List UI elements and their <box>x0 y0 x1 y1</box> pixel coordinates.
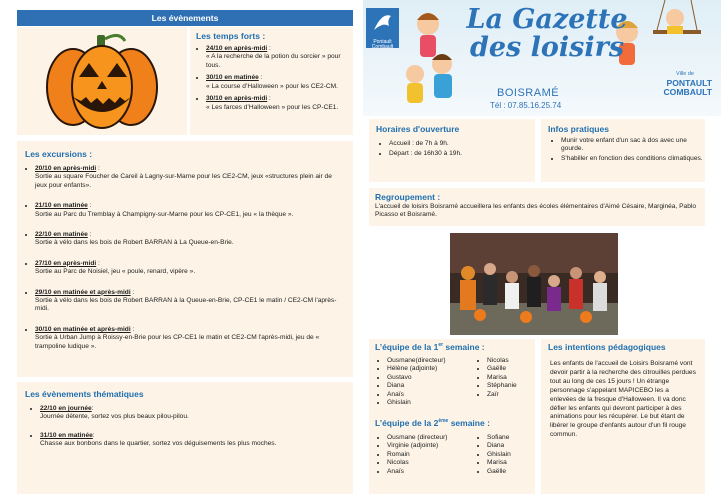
horaires-title: Horaires d'ouverture <box>376 124 460 134</box>
temps-forts-panel <box>190 27 353 135</box>
sep: : <box>258 74 263 82</box>
equipe1-col2 <box>475 357 545 399</box>
list-item <box>35 260 341 277</box>
list-item <box>35 202 341 219</box>
list-item <box>206 95 354 112</box>
date: 31/10 en matinée <box>40 431 93 439</box>
regroupement-panel <box>369 188 705 226</box>
city-logo-text: Pontault Combault <box>371 39 394 50</box>
list-item: • Virginie (adjointe) <box>387 442 479 450</box>
date: 30/10 en matinée et après-midi <box>35 325 131 333</box>
city-name <box>634 79 712 97</box>
intentions-panel <box>541 339 705 494</box>
list-item: • Ousmane(directeur) <box>387 357 477 365</box>
date: 22/10 en journée <box>40 405 92 412</box>
equipe2-col1 <box>375 434 479 476</box>
list-item: • Nicolas <box>387 459 479 467</box>
item-text: « La course d’Halloween » pour les CE2-CM. <box>206 82 338 90</box>
sep: : <box>96 259 100 267</box>
equipe1-col1 <box>375 357 477 407</box>
list-item: • Anaïs <box>387 391 477 399</box>
list-item: • Accueil : de 7h à 9h. <box>389 140 539 148</box>
item-text: « A la recherche de la potion du sorcier » pour tous. <box>206 53 341 69</box>
city-line-1: PONTAULT <box>666 78 712 88</box>
horaires-list <box>377 140 539 163</box>
date: 30/10 en après-midi <box>206 95 268 103</box>
temps-forts-title: Les temps forts : <box>196 31 266 41</box>
date: 24/10 en après-midi <box>206 45 268 52</box>
list-item: • Diana <box>387 382 477 390</box>
ville-de: Ville de <box>676 71 694 77</box>
date: 27/10 en après-midi <box>35 259 97 267</box>
horaires-panel <box>369 119 535 182</box>
thematiques-panel <box>17 382 353 494</box>
equipe-panel <box>369 339 535 494</box>
list-item: • Marisa <box>487 374 545 382</box>
sep: : <box>130 325 135 333</box>
list-item <box>35 231 341 248</box>
intentions-title: Les intentions pédagogiques <box>548 342 666 352</box>
jack-o-lantern-icon <box>17 27 187 135</box>
date: 29/10 en matinée et après-midi <box>35 288 131 296</box>
list-item <box>40 405 340 422</box>
group-photo <box>450 233 618 335</box>
item-text: Chasse aux bonbons dans le quartier, sortez vos déguisements les plus moches. <box>40 440 277 448</box>
list-item: • Départ : de 16h30 à 19h. <box>389 150 539 158</box>
item-text: Sortie au square Foucher de Careil à Lagny-sur-Marne pour les CE2-CM, jeux «structures plein air de jeux pour enfants». <box>35 173 332 189</box>
item-text: Sortie au Parc du Tremblay à Champigny-sur-Marne pour les CP-CE1, jeu « la thèque ». <box>35 210 294 218</box>
title-text: semaine : <box>448 418 490 428</box>
title-text: L’équipe de la 1 <box>375 342 439 352</box>
pumpkin-illustration <box>17 27 187 135</box>
list-item: • Diana <box>487 442 545 450</box>
list-item: • Gaëlle <box>487 365 545 373</box>
city-line-2: COMBAULT <box>663 87 712 97</box>
item-text: Journée détente, sortez vos plus beaux pilou-pilou. <box>40 413 189 421</box>
sep: : <box>130 288 135 296</box>
sep: : <box>267 95 271 103</box>
equipe2-title <box>375 418 490 428</box>
list-item <box>35 289 341 314</box>
excursions-list <box>23 165 341 355</box>
title-sup: er <box>438 342 444 349</box>
item-text: Sortie à vélo dans les bois de Robert BARRAN à la Queue-en-Brie, CP-CE1 le matin / CE2-CM l'après-midi. <box>35 297 337 313</box>
sep: : <box>267 45 271 52</box>
sep: : <box>87 231 92 239</box>
city-logo <box>366 8 399 48</box>
item-text: Sortie à Urban Jump à Roissy-en-Brie pour les CP-CE1 le matin et CE2-CM l'après-midi, jeu de « trampoline ludique ». <box>35 334 320 350</box>
list-item: • Hélène (adjointe) <box>387 365 477 373</box>
temps-forts-list <box>194 45 354 116</box>
date: 30/10 en matinée <box>206 74 259 82</box>
list-item <box>40 432 340 449</box>
sep: : <box>96 165 100 172</box>
list-item: • Marisa <box>487 459 545 467</box>
list-item: • Munir votre enfant d'un sac à dos avec une gourde. <box>561 137 709 154</box>
item-text: Sortie au Parc de Noisiel, jeu « poule, renard, vipère ». <box>35 268 196 276</box>
list-item: • Gustavo <box>387 374 477 382</box>
children-left-illustration <box>400 2 470 114</box>
item-text: « Les farces d’Halloween » pour les CP-CE1. <box>206 103 339 111</box>
regroupement-text: L'accueil de loisirs Boisramé accueillera les enfants des écoles élémentaires d'Aimé Césaire, Marginéa, Pablo Picasso et Boisramé. <box>375 203 697 219</box>
equipe1-title <box>375 342 485 352</box>
list-item: • Nicolas <box>487 357 545 365</box>
list-item: • Ghislain <box>387 399 477 407</box>
title-text: L’équipe de la 2 <box>375 418 439 428</box>
events-banner: Les évènements <box>17 10 353 26</box>
intentions-text: Les enfants de l'accueil de Loisirs Boisramé vont devoir partir à la recherche des citrouilles perdues tout au long de ces 15 jours ! Un étrange personnage s'appelant MAPICEBO les a enlevées de la fresque d'Halloween. Il va donc défier les enfants qui devront participer à des animations pour les récupérer. Le but étant de libérer le groupe d'enfants autour d'un fil rouge commun. <box>550 360 696 439</box>
sep: : <box>92 431 95 439</box>
center-name: BOISRAMÉ <box>497 87 560 99</box>
title-line-2: des loisirs <box>469 32 625 63</box>
date: 22/10 en matinée <box>35 231 88 239</box>
list-item: • Romain <box>387 451 479 459</box>
gazette-title <box>462 6 632 62</box>
date: 20/10 en après-midi <box>35 165 97 172</box>
infos-list <box>549 137 709 167</box>
list-item <box>35 165 341 190</box>
thematiques-list <box>28 405 340 453</box>
excursions-title: Les excursions : <box>25 149 93 159</box>
list-item: • Gaëlle <box>487 468 545 476</box>
list-item: • S'habiller en fonction des conditions climatiques. <box>561 155 709 163</box>
city-emblem-icon <box>366 8 399 38</box>
list-item: • Sofiane <box>487 434 545 442</box>
list-item: • Zaïr <box>487 391 545 399</box>
list-item: • Stéphanie <box>487 382 545 390</box>
title-sup: ème <box>438 418 449 425</box>
title-line-1: La Gazette <box>466 4 628 35</box>
list-item <box>206 45 354 70</box>
list-item: • Ghislain <box>487 451 545 459</box>
list-item <box>35 326 341 351</box>
date: 21/10 en matinée <box>35 202 88 210</box>
item-text: Sortie à vélo dans les bois de Robert BARRAN à La Queue-en-Brie. <box>35 239 234 247</box>
infos-title: Infos pratiques <box>548 124 609 134</box>
infos-panel <box>541 119 705 182</box>
list-item: • Ousmane (directeur) <box>387 434 479 442</box>
phone-number: Tél : 07.85.16.25.74 <box>490 101 562 110</box>
list-item: • Anaïs <box>387 468 479 476</box>
title-text: semaine : <box>443 342 485 352</box>
regroupement-title: Regroupement : <box>375 192 441 202</box>
sep: : <box>87 202 92 210</box>
thematiques-title: Les évènements thématiques <box>25 389 144 399</box>
sep: : <box>91 405 94 412</box>
list-item <box>206 74 354 91</box>
equipe2-col2 <box>475 434 545 476</box>
excursions-panel <box>17 141 353 377</box>
